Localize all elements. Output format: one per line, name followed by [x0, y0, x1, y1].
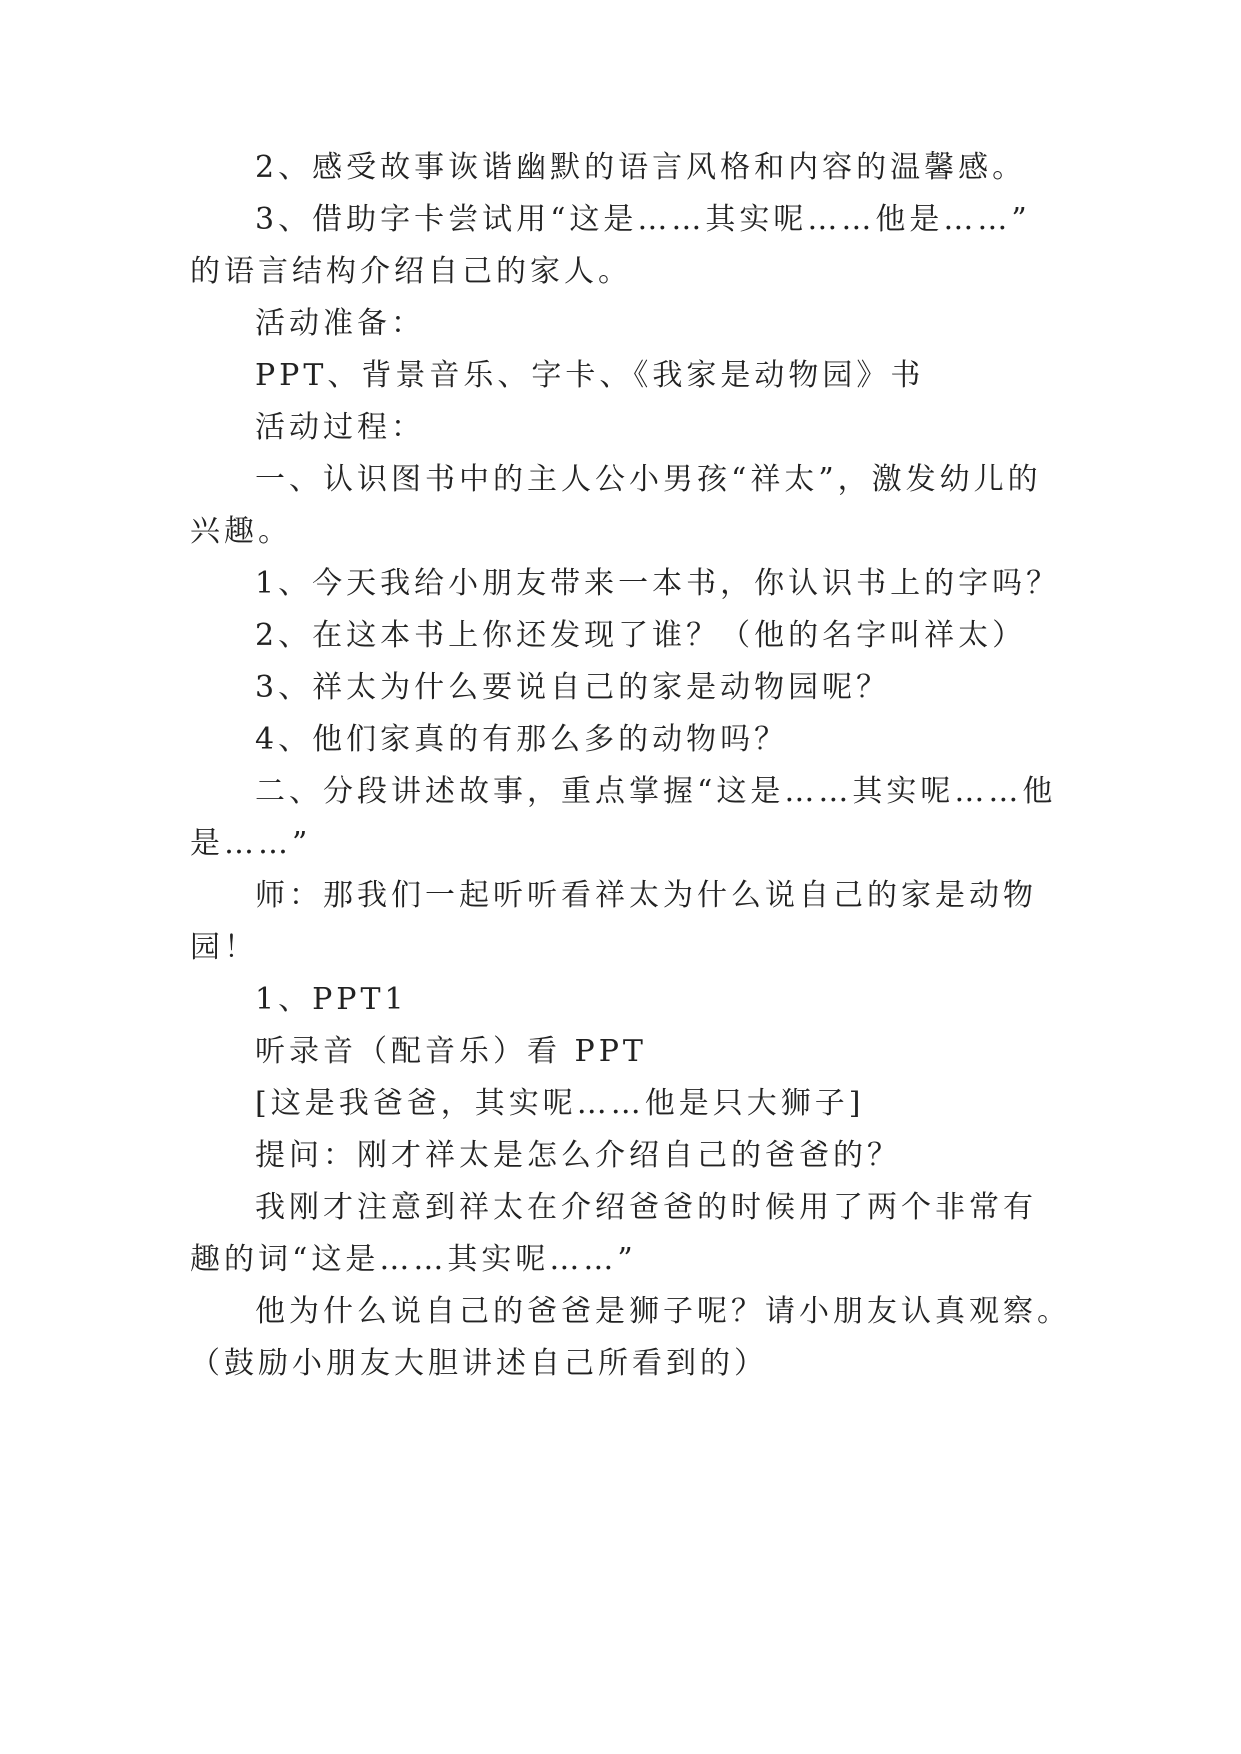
objective-3: 3、借助字卡尝试用“这是……其实呢……他是……” — [255, 202, 1031, 237]
process-heading: 活动过程： — [255, 410, 425, 445]
teacher-line: 师：那我们一起听听看祥太为什么说自己的家是动物 — [255, 878, 1037, 913]
section-1-heading: 一、认识图书中的主人公小男孩“祥太”，激发幼儿的 — [255, 462, 1042, 497]
teacher-observation: 我刚才注意到祥太在介绍爸爸的时候用了两个非常有 — [255, 1190, 1037, 1225]
section-1-heading-continued: 兴趣。 — [190, 514, 292, 549]
ppt1-label: 1、PPT1 — [255, 982, 408, 1017]
preparation-materials: PPT、背景音乐、字卡、《我家是动物园》书 — [255, 358, 925, 393]
question-1: 1、今天我给小朋友带来一本书，你认识书上的字吗？ — [255, 566, 1061, 601]
objective-3-continued: 的语言结构介绍自己的家人。 — [190, 254, 632, 289]
objective-2: 2、感受故事诙谐幽默的语言风格和内容的温馨感。 — [255, 150, 1027, 185]
section-2-heading-continued: 是……” — [190, 826, 312, 861]
question-4: 4、他们家真的有那么多的动物吗？ — [255, 722, 789, 757]
lion-question: 他为什么说自己的爸爸是狮子呢？请小朋友认真观察。 — [255, 1294, 1071, 1329]
preparation-heading: 活动准备： — [255, 306, 425, 341]
question-prompt: 提问：刚才祥太是怎么介绍自己的爸爸的？ — [255, 1138, 901, 1173]
encouragement-note: （鼓励小朋友大胆讲述自己所看到的） — [190, 1346, 768, 1381]
section-2-heading: 二、分段讲述故事，重点掌握“这是……其实呢……他 — [255, 774, 1057, 809]
question-3: 3、祥太为什么要说自己的家是动物园呢？ — [255, 670, 891, 705]
story-quote: [这是我爸爸，其实呢……他是只大狮子] — [255, 1086, 865, 1121]
teacher-line-continued: 园！ — [190, 930, 258, 965]
question-2: 2、在这本书上你还发现了谁？（他的名字叫祥太） — [255, 618, 1027, 653]
listen-instruction: 听录音（配音乐）看 PPT — [255, 1034, 647, 1069]
teacher-observation-continued: 趣的词“这是……其实呢……” — [190, 1242, 637, 1277]
